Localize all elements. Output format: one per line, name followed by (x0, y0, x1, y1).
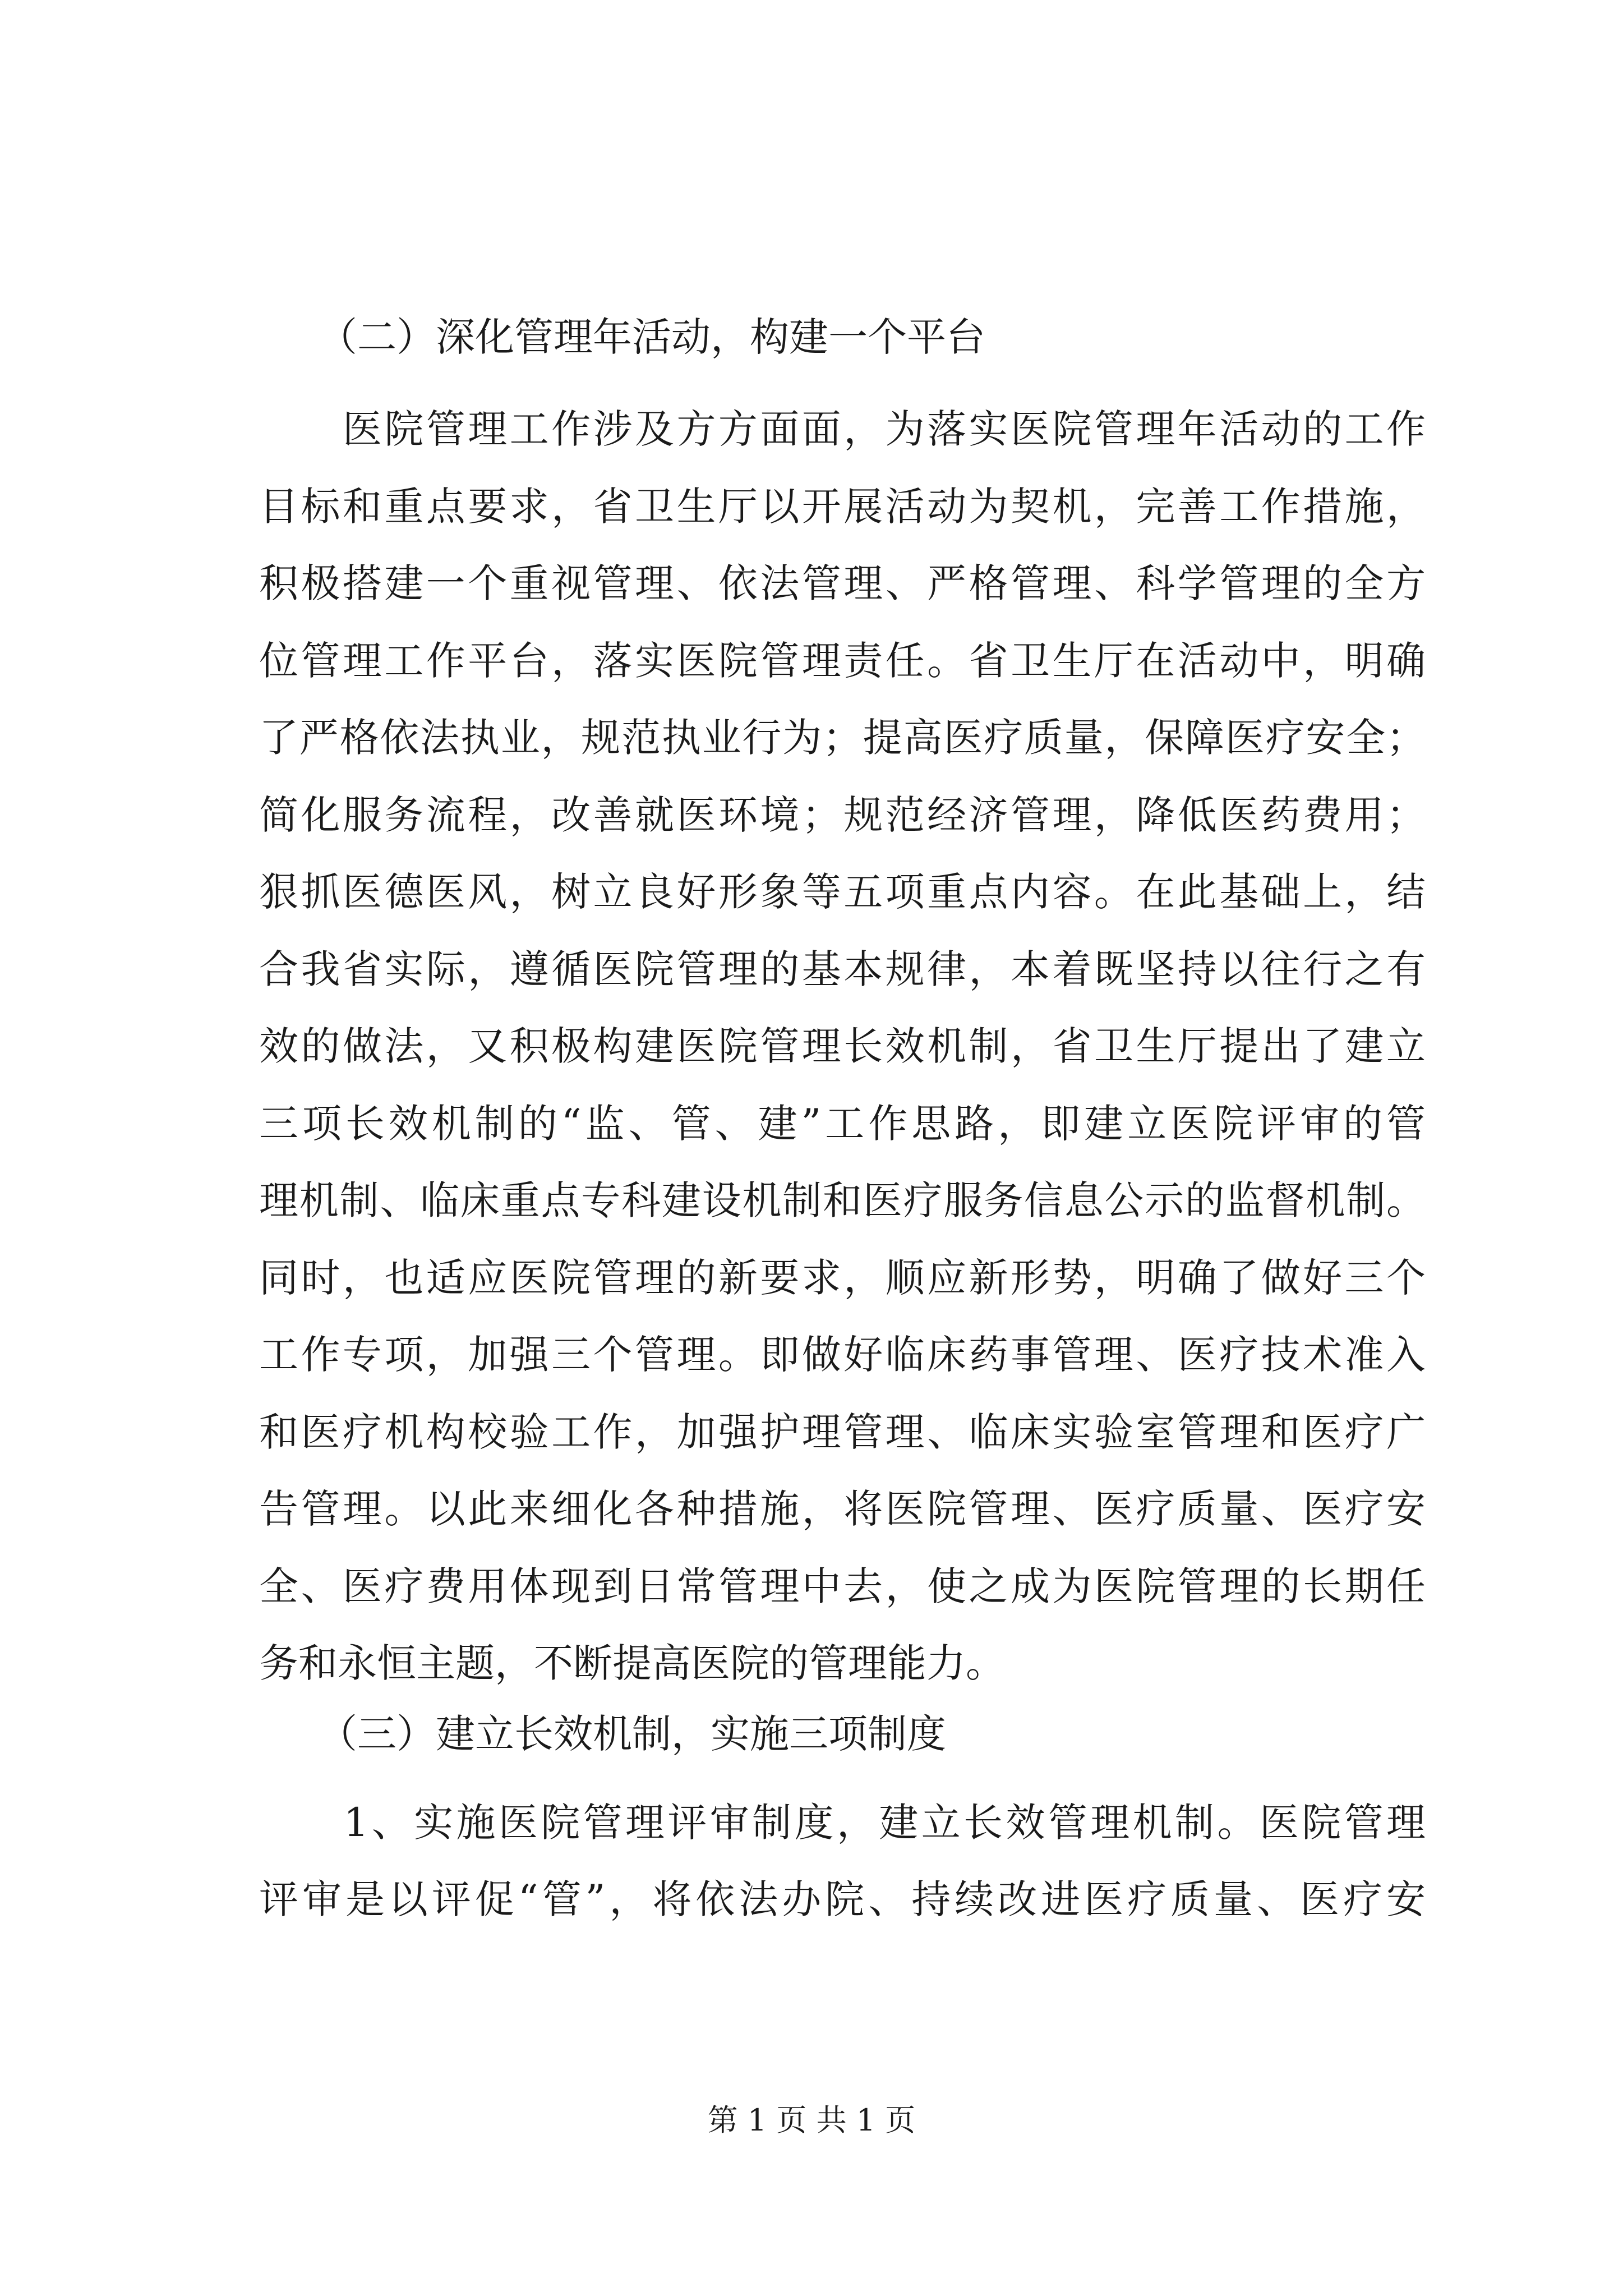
text-line: 效的做法，又积极构建医院管理长效机制，省卫生厅提出了建立 (259, 1023, 1426, 1069)
text-line: 理机制、临床重点专科建设机制和医疗服务信息公示的监督机制。 (259, 1177, 1426, 1223)
text-line: 工作专项，加强三个管理。即做好临床药事管理、医疗技术准入 (259, 1332, 1426, 1378)
text-line: 1、实施医院管理评审制度，建立长效管理机制。医院管理 (259, 1799, 1426, 1846)
text-line: 务和永恒主题，不断提高医院的管理能力。 (259, 1640, 1005, 1686)
text-line: 简化服务流程，改善就医环境；规范经济管理，降低医药费用； (259, 792, 1426, 838)
paragraph-1 (259, 391, 1426, 1703)
text-line: 和医疗机构校验工作，加强护理管理、临床实验室管理和医疗广 (259, 1409, 1426, 1455)
text-line: 积极搭建一个重视管理、依法管理、严格管理、科学管理的全方 (259, 560, 1426, 606)
text-line: 位管理工作平台，落实医院管理责任。省卫生厅在活动中，明确 (259, 637, 1426, 684)
text-line: 同时，也适应医院管理的新要求，顺应新形势，明确了做好三个 (259, 1254, 1426, 1301)
text-line: 三项长效机制的“监、管、建”工作思路，即建立医院评审的管 (259, 1100, 1426, 1147)
text-line: 了严格依法执业，规范执业行为；提高医疗质量，保障医疗安全； (259, 715, 1426, 761)
text-line: 合我省实际，遵循医院管理的基本规律，本着既坚持以往行之有 (259, 946, 1426, 992)
text-line: 狠抓医德医风，树立良好形象等五项重点内容。在此基础上，结 (259, 869, 1426, 915)
text-line: 目标和重点要求，省卫生厅以开展活动为契机，完善工作措施， (259, 483, 1426, 530)
text-line: 医院管理工作涉及方方面面，为落实医院管理年活动的工作 (259, 406, 1426, 452)
document-body (259, 306, 1426, 1939)
text-line: 评审是以评促“管”，将依法办院、持续改进医疗质量、医疗安 (259, 1876, 1426, 1922)
text-line: 全、医疗费用体现到日常管理中去，使之成为医院管理的长期任 (259, 1563, 1426, 1609)
section-heading-3: （三）建立长效机制，实施三项制度 (318, 1710, 946, 1757)
page-number-footer: 第 1 页 共 1 页 (707, 2102, 916, 2138)
paragraph-2 (259, 1784, 1426, 1939)
section-heading-2: （二）深化管理年活动，构建一个平台 (318, 314, 985, 360)
text-line: 告管理。以此来细化各种措施，将医院管理、医疗质量、医疗安 (259, 1486, 1426, 1532)
